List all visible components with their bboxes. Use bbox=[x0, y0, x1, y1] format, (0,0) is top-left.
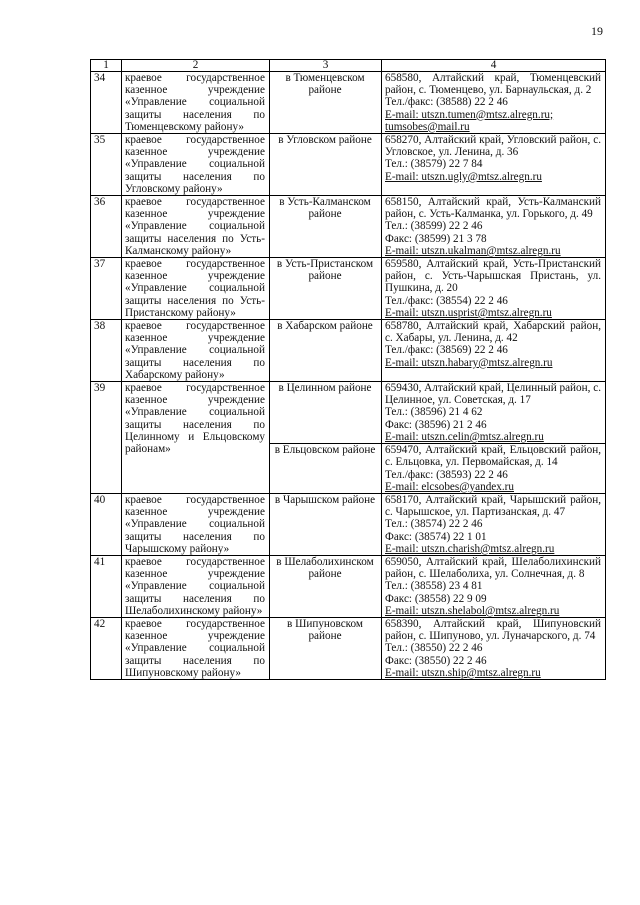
column-header: 4 bbox=[382, 60, 606, 72]
district-cell: в Усть-Калманском районе bbox=[270, 196, 382, 258]
address-line: 658150, Алтайский край, Усть-Калманский район, с. Усть-Калманка, ул. Горького, д. 49 bbox=[385, 196, 601, 221]
email-line[interactable]: E-mail: utszn.ship@mtsz.alregn.ru bbox=[385, 666, 541, 679]
table-row bbox=[91, 493, 606, 555]
phone-line: Тел./факс: (38593) 22 2 46 bbox=[385, 468, 508, 481]
email-line[interactable]: E-mail: utszn.ugly@mtsz.alregn.ru bbox=[385, 170, 542, 183]
address-line: 658170, Алтайский край, Чарышский район, с. Чарышское, ул. Партизанская, д. 47 bbox=[385, 493, 601, 519]
row-number: 42 bbox=[91, 617, 122, 679]
institution-name: краевое государственное казенное учреждение «Управление социальной защиты населения по Шипуновскому району» bbox=[122, 617, 270, 679]
institution-name: краевое государственное казенное учреждение «Управление социальной защиты населения по Хабарскому району» bbox=[122, 320, 270, 382]
address-line: 658390, Алтайский край, Шипуновский район, с. Шипуново, ул. Луначарского, д. 74 bbox=[385, 617, 601, 643]
district-cell: в Целинном районе bbox=[270, 382, 382, 444]
phone-line: Тел.: (38599) 22 2 46 bbox=[385, 220, 483, 233]
row-number: 41 bbox=[91, 555, 122, 617]
email-line[interactable]: E-mail: elcsobes@yandex.ru bbox=[385, 480, 514, 493]
row-number: 38 bbox=[91, 320, 122, 382]
fax-line: Факс: (38596) 21 2 46 bbox=[385, 418, 487, 431]
email-line[interactable]: E-mail: utszn.usprist@mtsz.alregn.ru bbox=[385, 306, 552, 319]
fax-line: Факс: (38574) 22 1 01 bbox=[385, 530, 487, 543]
table-row bbox=[91, 134, 606, 196]
institution-name: краевое государственное казенное учреждение «Управление социальной защиты населения по Целинному и Ельцовскому районам» bbox=[122, 382, 270, 494]
contact-info-cell bbox=[382, 258, 606, 320]
email-line[interactable]: E-mail: utszn.ukalman@mtsz.alregn.ru bbox=[385, 244, 561, 257]
email-line[interactable]: E-mail: utszn.tumen@mtsz.alregn.ru; bbox=[385, 108, 554, 121]
contact-info-cell bbox=[382, 493, 606, 555]
district-cell: в Шипуновском районе bbox=[270, 617, 382, 679]
table-row bbox=[91, 382, 606, 444]
contact-info-cell bbox=[382, 196, 606, 258]
district-cell: в Угловском районе bbox=[270, 134, 382, 196]
institution-name: краевое государственное казенное учреждение «Управление социальной защиты населения по Усть-Калманскому району» bbox=[122, 196, 270, 258]
phone-line: Тел.: (38550) 22 2 46 bbox=[385, 642, 483, 655]
institution-name: краевое государственное казенное учреждение «Управление социальной защиты населения по Тюменцевскому району» bbox=[122, 72, 270, 134]
email-line[interactable]: E-mail: utszn.habary@mtsz.alregn.ru bbox=[385, 356, 553, 369]
fax-line: Факс: (38550) 22 2 46 bbox=[385, 654, 487, 667]
email-line[interactable]: tumsobes@mail.ru bbox=[385, 120, 470, 133]
table-row bbox=[91, 196, 606, 258]
district-cell: в Чарышском районе bbox=[270, 493, 382, 555]
phone-line: Тел./факс: (38554) 22 2 46 bbox=[385, 294, 508, 307]
institution-name: краевое государственное казенное учреждение «Управление социальной защиты населения по Усть-Пристанскому району» bbox=[122, 258, 270, 320]
phone-line: Тел.: (38574) 22 2 46 bbox=[385, 518, 483, 531]
phone-line: Тел./факс: (38588) 22 2 46 bbox=[385, 96, 508, 109]
phone-line: Тел.: (38596) 21 4 62 bbox=[385, 406, 483, 419]
table-row bbox=[91, 555, 606, 617]
contact-info-cell bbox=[382, 382, 606, 444]
fax-line: Факс: (38558) 22 9 09 bbox=[385, 592, 487, 605]
row-number: 34 bbox=[91, 72, 122, 134]
address-line: 658580, Алтайский край, Тюменцевский район, с. Тюменцево, ул. Барнаульская, д. 2 bbox=[385, 72, 601, 97]
column-header: 1 bbox=[91, 60, 122, 72]
fax-line: Факс: (38599) 21 3 78 bbox=[385, 232, 487, 245]
table-row bbox=[91, 72, 606, 134]
table-row bbox=[91, 258, 606, 320]
contact-info-cell bbox=[382, 617, 606, 679]
district-cell: в Шелаболихинском районе bbox=[270, 555, 382, 617]
email-line[interactable]: E-mail: utszn.charish@mtsz.alregn.ru bbox=[385, 542, 555, 555]
table-row bbox=[91, 617, 606, 679]
row-number: 39 bbox=[91, 382, 122, 494]
row-number: 35 bbox=[91, 134, 122, 196]
phone-line: Тел.: (38579) 22 7 84 bbox=[385, 158, 483, 171]
column-header: 3 bbox=[270, 60, 382, 72]
page-number: 19 bbox=[591, 24, 603, 38]
institution-name: краевое государственное казенное учреждение «Управление социальной защиты населения по Чарышскому району» bbox=[122, 493, 270, 555]
district-cell: в Усть-Пристанском районе bbox=[270, 258, 382, 320]
email-line[interactable]: E-mail: utszn.shelabol@mtsz.alregn.ru bbox=[385, 604, 560, 617]
address-line: 658270, Алтайский край, Угловский район, с. Угловское, ул. Ленина, д. 36 bbox=[385, 134, 601, 159]
district-cell: в Хабарском районе bbox=[270, 320, 382, 382]
row-number: 36 bbox=[91, 196, 122, 258]
table-row bbox=[91, 320, 606, 382]
institutions-table bbox=[90, 59, 606, 680]
table-header-row bbox=[91, 60, 606, 72]
district-cell: в Ельцовском районе bbox=[270, 444, 382, 494]
address-line: 659580, Алтайский край, Усть-Пристанский район, с. Усть-Чарышская Пристань, ул. Пушкина, д. 20 bbox=[385, 258, 601, 295]
institution-name: краевое государственное казенное учреждение «Управление социальной защиты населения по Шелаболихинскому району» bbox=[122, 555, 270, 617]
contact-info-cell bbox=[382, 444, 606, 494]
contact-info-cell bbox=[382, 134, 606, 196]
district-cell: в Тюменцевском районе bbox=[270, 72, 382, 134]
email-line[interactable]: E-mail: utszn.celin@mtsz.alregn.ru bbox=[385, 430, 544, 443]
phone-line: Тел.: (38558) 23 4 81 bbox=[385, 580, 483, 593]
row-number: 40 bbox=[91, 493, 122, 555]
address-line: 658780, Алтайский край, Хабарский район, с. Хабары, ул. Ленина, д. 42 bbox=[385, 320, 601, 345]
address-line: 659050, Алтайский край, Шелаболихинский район, с. Шелаболиха, ул. Солнечная, д. 8 bbox=[385, 555, 601, 581]
row-number: 37 bbox=[91, 258, 122, 320]
contact-info-cell bbox=[382, 555, 606, 617]
address-line: 659430, Алтайский край, Целинный район, с. Целинное, ул. Советская, д. 17 bbox=[385, 382, 601, 407]
contact-info-cell bbox=[382, 320, 606, 382]
contact-info-cell bbox=[382, 72, 606, 134]
column-header: 2 bbox=[122, 60, 270, 72]
institution-name: краевое государственное казенное учреждение «Управление социальной защиты населения по Угловскому району» bbox=[122, 134, 270, 196]
address-line: 659470, Алтайский край, Ельцовский район, с. Ельцовка, ул. Первомайская, д. 14 bbox=[385, 444, 601, 469]
phone-line: Тел./факс: (38569) 22 2 46 bbox=[385, 344, 508, 357]
